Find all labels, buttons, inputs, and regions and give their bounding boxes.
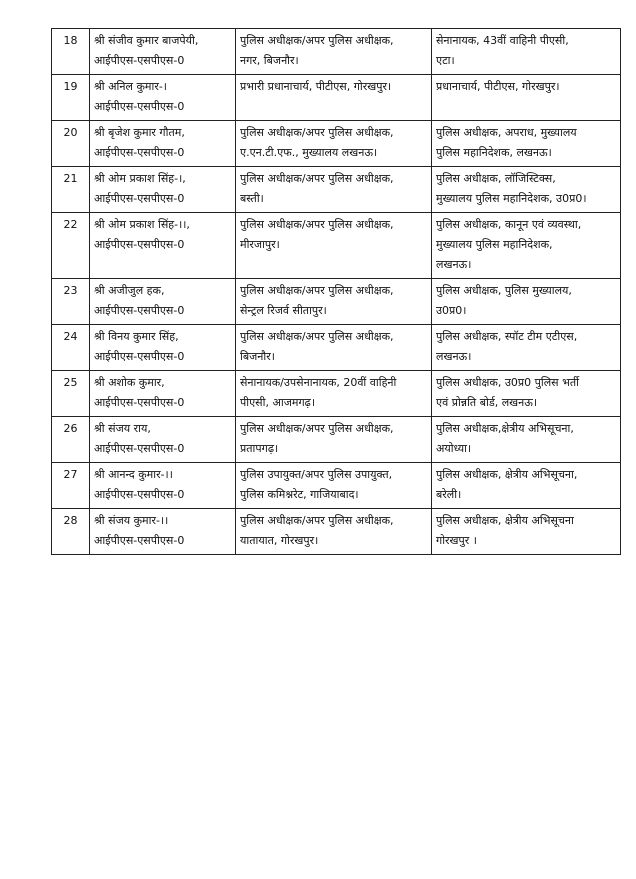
officer-name-line: श्री संजीव कुमार बाजपेयी, <box>94 34 199 47</box>
current-posting-line: बस्ती। <box>240 192 264 205</box>
new-posting-cell <box>432 75 621 121</box>
new-posting-line: बरेली। <box>436 488 462 501</box>
current-posting-line: प्रभारी प्रधानाचार्य, पीटीएस, गोरखपुर। <box>240 80 392 93</box>
current-posting-line: मीरजापुर। <box>240 238 280 251</box>
officer-name-line: आईपीएस-एसपीएस-0 <box>94 304 185 317</box>
officer-name-line: आईपीएस-एसपीएस-0 <box>94 192 185 205</box>
new-posting-line: सेनानायक, 43वीं वाहिनी पीएसी, <box>436 34 569 47</box>
new-posting-line: पुलिस अधीक्षक, क्षेत्रीय अभिसूचना <box>436 514 574 527</box>
serial-number-cell: 25 <box>52 371 90 417</box>
officer-name-line: श्री संजय राय, <box>94 422 151 435</box>
table-row <box>52 509 621 555</box>
new-posting-line: प्रधानाचार्य, पीटीएस, गोरखपुर। <box>436 80 560 93</box>
current-posting-line: ए.एन.टी.एफ., मुख्यालय लखनऊ। <box>240 146 378 159</box>
current-posting-line: पुलिस अधीक्षक/अपर पुलिस अधीक्षक, <box>240 514 394 527</box>
officer-name-cell <box>90 213 236 279</box>
current-posting-line: बिजनौर। <box>240 350 275 363</box>
officer-name-line: आईपीएस-एसपीएस-0 <box>94 350 185 363</box>
current-posting-line: यातायात, गोरखपुर। <box>240 534 319 547</box>
serial-number-cell: 19 <box>52 75 90 121</box>
table-row <box>52 463 621 509</box>
officer-name-line: श्री ओम प्रकाश सिंह-।।, <box>94 218 190 231</box>
officer-name-cell <box>90 463 236 509</box>
new-posting-line: मुख्यालय पुलिस महानिदेशक, <box>436 238 553 251</box>
officer-name-cell <box>90 121 236 167</box>
officer-name-line: आईपीएस-एसपीएस-0 <box>94 442 185 455</box>
serial-number-cell: 24 <box>52 325 90 371</box>
transfer-table <box>51 28 621 555</box>
serial-number-cell: 28 <box>52 509 90 555</box>
current-posting-cell <box>236 371 432 417</box>
officer-name-cell <box>90 29 236 75</box>
current-posting-cell <box>236 417 432 463</box>
new-posting-line: अयोध्या। <box>436 442 472 455</box>
officer-name-cell <box>90 417 236 463</box>
current-posting-line: पुलिस कमिश्नरेट, गाजियाबाद। <box>240 488 359 501</box>
new-posting-line: लखनऊ। <box>436 350 472 363</box>
new-posting-line: पुलिस अधीक्षक, लॉजिस्टिक्स, <box>436 172 556 185</box>
new-posting-line: लखनऊ। <box>436 258 472 271</box>
officer-name-line: श्री अजीजुल हक, <box>94 284 165 297</box>
serial-number-cell: 27 <box>52 463 90 509</box>
table-row <box>52 29 621 75</box>
new-posting-cell <box>432 213 621 279</box>
table-row <box>52 213 621 279</box>
current-posting-cell <box>236 121 432 167</box>
new-posting-cell <box>432 167 621 213</box>
table-row <box>52 279 621 325</box>
current-posting-cell <box>236 279 432 325</box>
new-posting-cell <box>432 509 621 555</box>
officer-name-line: श्री अनिल कुमार-। <box>94 80 167 93</box>
current-posting-line: पुलिस अधीक्षक/अपर पुलिस अधीक्षक, <box>240 126 394 139</box>
officer-name-line: आईपीएस-एसपीएस-0 <box>94 534 185 547</box>
table-row <box>52 75 621 121</box>
current-posting-line: पीएसी, आजमगढ़। <box>240 396 315 409</box>
serial-number-cell: 22 <box>52 213 90 279</box>
current-posting-cell <box>236 29 432 75</box>
serial-number-cell: 18 <box>52 29 90 75</box>
current-posting-line: पुलिस अधीक्षक/अपर पुलिस अधीक्षक, <box>240 172 394 185</box>
table-body <box>52 29 621 555</box>
current-posting-cell <box>236 325 432 371</box>
table-row <box>52 371 621 417</box>
officer-name-line: श्री ओम प्रकाश सिंह-।, <box>94 172 186 185</box>
officer-name-line: आईपीएस-एसपीएस-0 <box>94 100 185 113</box>
officer-name-cell <box>90 279 236 325</box>
table-row <box>52 167 621 213</box>
officer-name-cell <box>90 167 236 213</box>
new-posting-line: पुलिस अधीक्षक, पुलिस मुख्यालय, <box>436 284 572 297</box>
officer-name-line: आईपीएस-एसपीएस-0 <box>94 54 185 67</box>
new-posting-cell <box>432 325 621 371</box>
current-posting-line: पुलिस अधीक्षक/अपर पुलिस अधीक्षक, <box>240 422 394 435</box>
new-posting-line: पुलिस अधीक्षक, स्पॉट टीम एटीएस, <box>436 330 578 343</box>
officer-name-line: श्री आनन्द कुमार-।। <box>94 468 173 481</box>
new-posting-line: पुलिस अधीक्षक, क्षेत्रीय अभिसूचना, <box>436 468 578 481</box>
serial-number-cell: 23 <box>52 279 90 325</box>
officer-name-cell <box>90 75 236 121</box>
serial-number-cell: 20 <box>52 121 90 167</box>
officer-name-cell <box>90 371 236 417</box>
new-posting-line: एवं प्रोन्नति बोर्ड, लखनऊ। <box>436 396 538 409</box>
current-posting-line: पुलिस अधीक्षक/अपर पुलिस अधीक्षक, <box>240 330 394 343</box>
new-posting-cell <box>432 417 621 463</box>
table-row <box>52 121 621 167</box>
serial-number-cell: 26 <box>52 417 90 463</box>
current-posting-line: पुलिस उपायुक्त/अपर पुलिस उपायुक्त, <box>240 468 393 481</box>
current-posting-cell <box>236 75 432 121</box>
officer-name-line: श्री विनय कुमार सिंह, <box>94 330 179 343</box>
current-posting-line: पुलिस अधीक्षक/अपर पुलिस अधीक्षक, <box>240 218 394 231</box>
table-row <box>52 325 621 371</box>
new-posting-line: पुलिस महानिदेशक, लखनऊ। <box>436 146 552 159</box>
new-posting-line: उ0प्र0। <box>436 304 467 317</box>
officer-name-line: श्री बृजेश कुमार गौतम, <box>94 126 185 139</box>
officer-name-line: आईपीएस-एसपीएस-0 <box>94 238 185 251</box>
officer-name-line: आईपीएस-एसपीएस-0 <box>94 488 185 501</box>
new-posting-line: गोरखपुर । <box>436 534 477 547</box>
current-posting-line: पुलिस अधीक्षक/अपर पुलिस अधीक्षक, <box>240 34 394 47</box>
new-posting-line: मुख्यालय पुलिस महानिदेशक, उ0प्र0। <box>436 192 587 205</box>
new-posting-cell <box>432 121 621 167</box>
current-posting-cell <box>236 463 432 509</box>
new-posting-cell <box>432 279 621 325</box>
new-posting-line: पुलिस अधीक्षक, उ0प्र0 पुलिस भर्ती <box>436 376 579 389</box>
serial-number-cell: 21 <box>52 167 90 213</box>
officer-name-cell <box>90 509 236 555</box>
table-row <box>52 417 621 463</box>
officer-name-line: श्री संजय कुमार-।। <box>94 514 169 527</box>
new-posting-cell <box>432 463 621 509</box>
new-posting-line: पुलिस अधीक्षक, अपराध, मुख्यालय <box>436 126 577 139</box>
current-posting-line: प्रतापगढ़। <box>240 442 279 455</box>
current-posting-line: नगर, बिजनौर। <box>240 54 299 67</box>
new-posting-line: पुलिस अधीक्षक,क्षेत्रीय अभिसूचना, <box>436 422 574 435</box>
current-posting-cell <box>236 509 432 555</box>
officer-name-line: श्री अशोक कुमार, <box>94 376 165 389</box>
current-posting-line: सेनानायक/उपसेनानायक, 20वीं वाहिनी <box>240 376 397 389</box>
current-posting-line: पुलिस अधीक्षक/अपर पुलिस अधीक्षक, <box>240 284 394 297</box>
officer-name-line: आईपीएस-एसपीएस-0 <box>94 396 185 409</box>
current-posting-line: सेन्ट्रल रिजर्व सीतापुर। <box>240 304 327 317</box>
current-posting-cell <box>236 167 432 213</box>
new-posting-cell <box>432 29 621 75</box>
current-posting-cell <box>236 213 432 279</box>
new-posting-line: एटा। <box>436 54 455 67</box>
new-posting-cell <box>432 371 621 417</box>
officer-name-line: आईपीएस-एसपीएस-0 <box>94 146 185 159</box>
new-posting-line: पुलिस अधीक्षक, कानून एवं व्यवस्था, <box>436 218 582 231</box>
officer-name-cell <box>90 325 236 371</box>
